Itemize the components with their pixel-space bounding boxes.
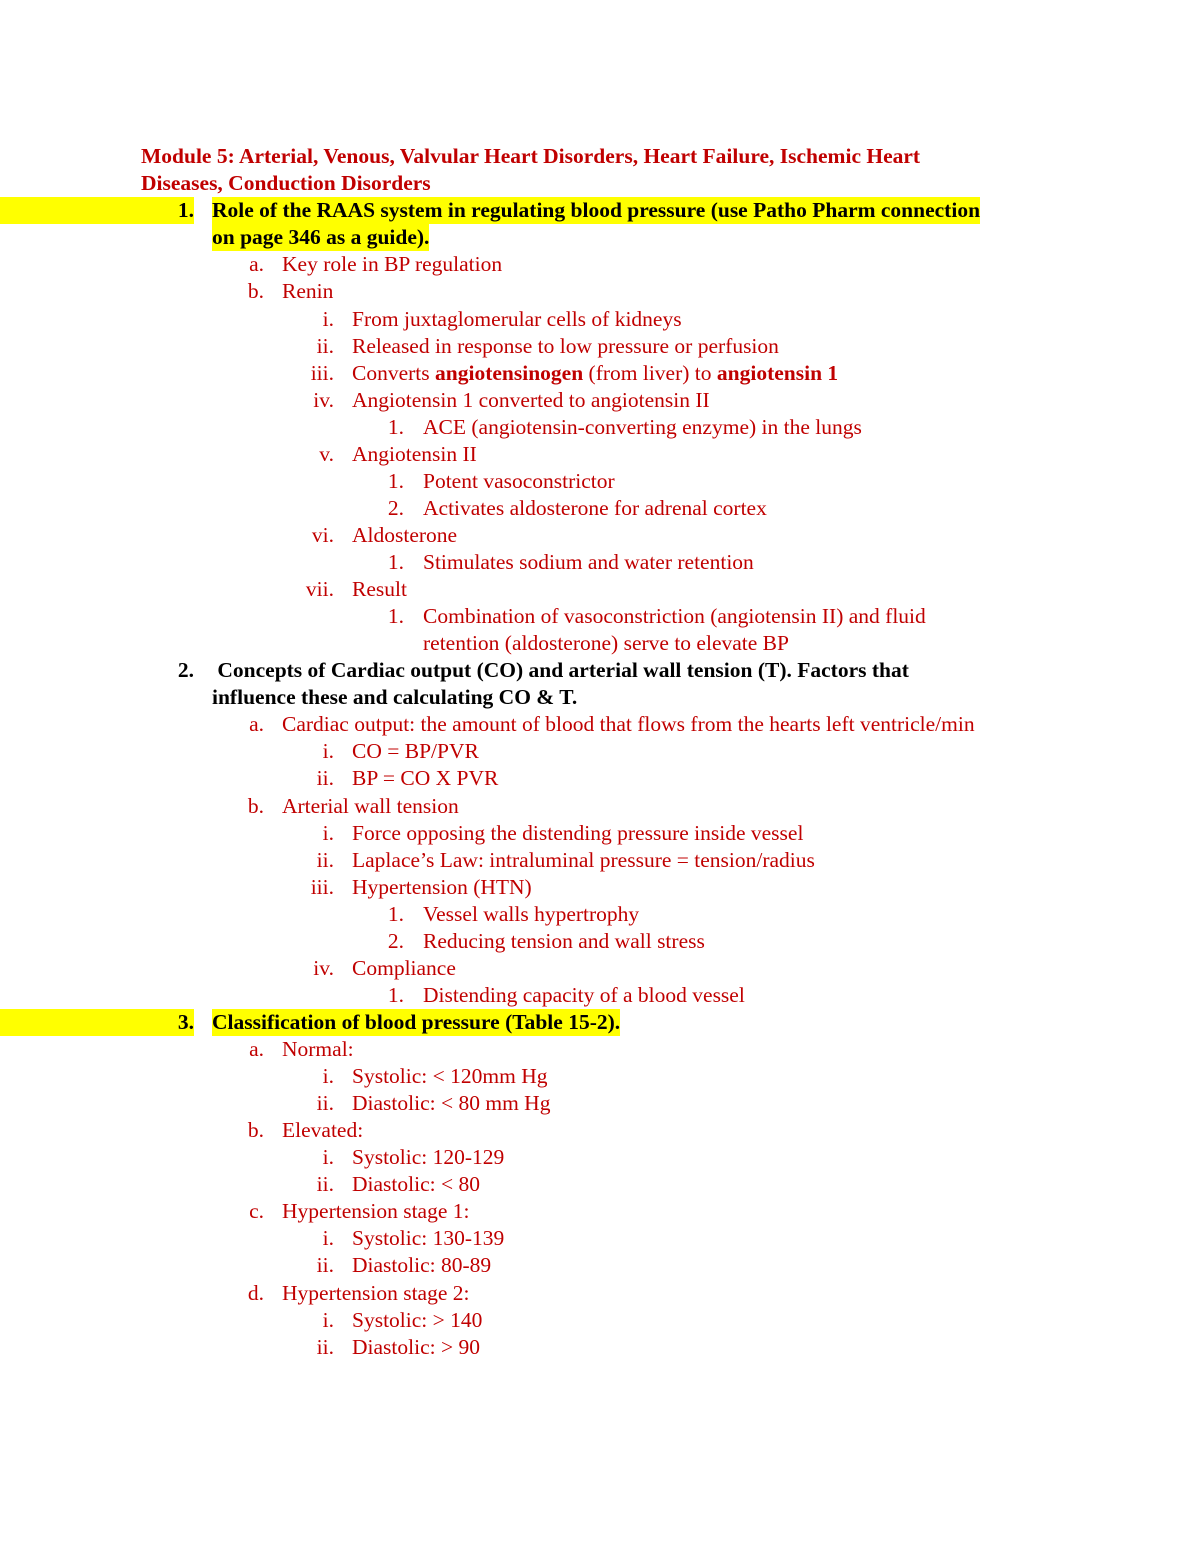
- list-marker: b.: [247, 279, 264, 303]
- list-item-text: Activates aldosterone for adrenal cortex: [423, 496, 767, 520]
- list-marker: vii.: [305, 577, 334, 601]
- list-item-text: Laplace’s Law: intraluminal pressure = tension/radius: [352, 848, 815, 872]
- list-item-text: Hypertension (HTN): [352, 875, 532, 899]
- list-item-text: Stimulates sodium and water retention: [423, 550, 754, 574]
- list-marker: 1.: [387, 604, 404, 628]
- section-3-marker: 3.: [0, 1009, 194, 1036]
- list-marker: i.: [322, 739, 334, 763]
- list-item-text: Hypertension stage 2:: [282, 1281, 470, 1305]
- list-marker: 1.: [387, 902, 404, 926]
- section-3-heading-line-1: Classification of blood pressure (Table 15-2).: [212, 1010, 621, 1034]
- section-2-marker: 2.: [177, 658, 194, 682]
- list-item-text: Vessel walls hypertrophy: [423, 902, 640, 926]
- list-item-text: Cardiac output: the amount of blood that flows from the hearts left ventricle/min: [282, 712, 975, 736]
- list-marker: d.: [247, 1281, 264, 1305]
- list-marker: ii.: [316, 1091, 334, 1115]
- list-item-text: Aldosterone: [352, 523, 458, 547]
- list-marker: b.: [247, 794, 264, 818]
- list-item-text: Key role in BP regulation: [282, 252, 503, 276]
- list-item-text: Systolic: > 140: [352, 1308, 483, 1332]
- list-item-text: retention (aldosterone) serve to elevate BP: [423, 631, 789, 655]
- list-marker: iii.: [310, 875, 334, 899]
- list-item-text: Arterial wall tension: [282, 794, 459, 818]
- list-item-text: Systolic: 120-129: [352, 1145, 505, 1169]
- page-title-line-1: Module 5: Arterial, Venous, Valvular Heart Disorders, Heart Failure, Ischemic Heart: [141, 144, 921, 168]
- list-item-text: Result: [352, 577, 407, 601]
- list-item-text-part: (from liver) to: [583, 361, 717, 385]
- list-marker: vi.: [311, 523, 334, 547]
- list-item-text: CO = BP/PVR: [352, 739, 479, 763]
- list-item-text: Distending capacity of a blood vessel: [423, 983, 745, 1007]
- list-item-text: Reducing tension and wall stress: [423, 929, 705, 953]
- section-1-marker: 1.: [0, 197, 194, 224]
- term-angiotensinogen: angiotensinogen: [435, 361, 584, 385]
- list-marker: i.: [322, 1308, 334, 1332]
- list-marker: 1.: [387, 469, 404, 493]
- list-marker: ii.: [316, 334, 334, 358]
- list-item-text: Released in response to low pressure or perfusion: [352, 334, 779, 358]
- section-1-heading-line-2: on page 346 as a guide).: [212, 225, 430, 249]
- list-marker: v.: [319, 442, 334, 466]
- list-item-text: Force opposing the distending pressure inside vessel: [352, 821, 804, 845]
- list-marker: i.: [322, 1226, 334, 1250]
- list-marker: iii.: [310, 361, 334, 385]
- list-marker: 1.: [387, 983, 404, 1007]
- list-item-text: [352, 360, 838, 387]
- list-marker: ii.: [316, 1172, 334, 1196]
- list-marker: b.: [247, 1118, 264, 1142]
- section-2-heading-line-1: Concepts of Cardiac output (CO) and arterial wall tension (T). Factors that: [212, 658, 909, 682]
- section-1-heading-row: [0, 197, 1200, 224]
- list-marker: ii.: [316, 848, 334, 872]
- term-angiotensin-1: angiotensin 1: [716, 361, 839, 385]
- list-item-text: Hypertension stage 1:: [282, 1199, 470, 1223]
- list-item-text: Diastolic: > 90: [352, 1335, 480, 1359]
- list-marker: ii.: [316, 1253, 334, 1277]
- list-item-text: Diastolic: < 80: [352, 1172, 480, 1196]
- list-marker: 1.: [387, 415, 404, 439]
- list-marker: c.: [249, 1199, 264, 1223]
- list-marker: 1.: [387, 550, 404, 574]
- list-item-text: Elevated:: [282, 1118, 364, 1142]
- section-2-heading-line-2: influence these and calculating CO & T.: [212, 685, 578, 709]
- list-item-text-part: Converts: [352, 361, 436, 385]
- list-marker: i.: [322, 1145, 334, 1169]
- list-marker: i.: [322, 821, 334, 845]
- list-item-text: Potent vasoconstrictor: [423, 469, 615, 493]
- list-item-text: Combination of vasoconstriction (angiotensin II) and fluid: [423, 604, 926, 628]
- list-item-text: Systolic: 130-139: [352, 1226, 505, 1250]
- page-title-line-2: Diseases, Conduction Disorders: [141, 171, 431, 195]
- list-item-text: Systolic: < 120mm Hg: [352, 1064, 548, 1088]
- list-marker: ii.: [316, 1335, 334, 1359]
- list-marker: i.: [322, 307, 334, 331]
- list-marker: a.: [249, 712, 264, 736]
- list-marker: 2.: [387, 496, 404, 520]
- list-marker: i.: [322, 1064, 334, 1088]
- list-item-text: Renin: [282, 279, 334, 303]
- list-item-text: Angiotensin 1 converted to angiotensin II: [352, 388, 710, 412]
- list-item-text: Compliance: [352, 956, 456, 980]
- list-item-text: Diastolic: 80-89: [352, 1253, 492, 1277]
- section-1-heading-line-1: Role of the RAAS system in regulating blood pressure (use Patho Pharm connection: [212, 198, 981, 222]
- list-marker: ii.: [316, 766, 334, 790]
- list-marker: 2.: [387, 929, 404, 953]
- list-marker: a.: [249, 252, 264, 276]
- list-item-text: Diastolic: < 80 mm Hg: [352, 1091, 551, 1115]
- list-item-text: From juxtaglomerular cells of kidneys: [352, 307, 682, 331]
- list-marker: iv.: [313, 956, 334, 980]
- list-item-text: Angiotensin II: [352, 442, 477, 466]
- list-marker: a.: [249, 1037, 264, 1061]
- list-item-text: Normal:: [282, 1037, 354, 1061]
- list-item-text: BP = CO X PVR: [352, 766, 499, 790]
- list-marker: iv.: [313, 388, 334, 412]
- list-item-text: ACE (angiotensin-converting enzyme) in the lungs: [423, 415, 862, 439]
